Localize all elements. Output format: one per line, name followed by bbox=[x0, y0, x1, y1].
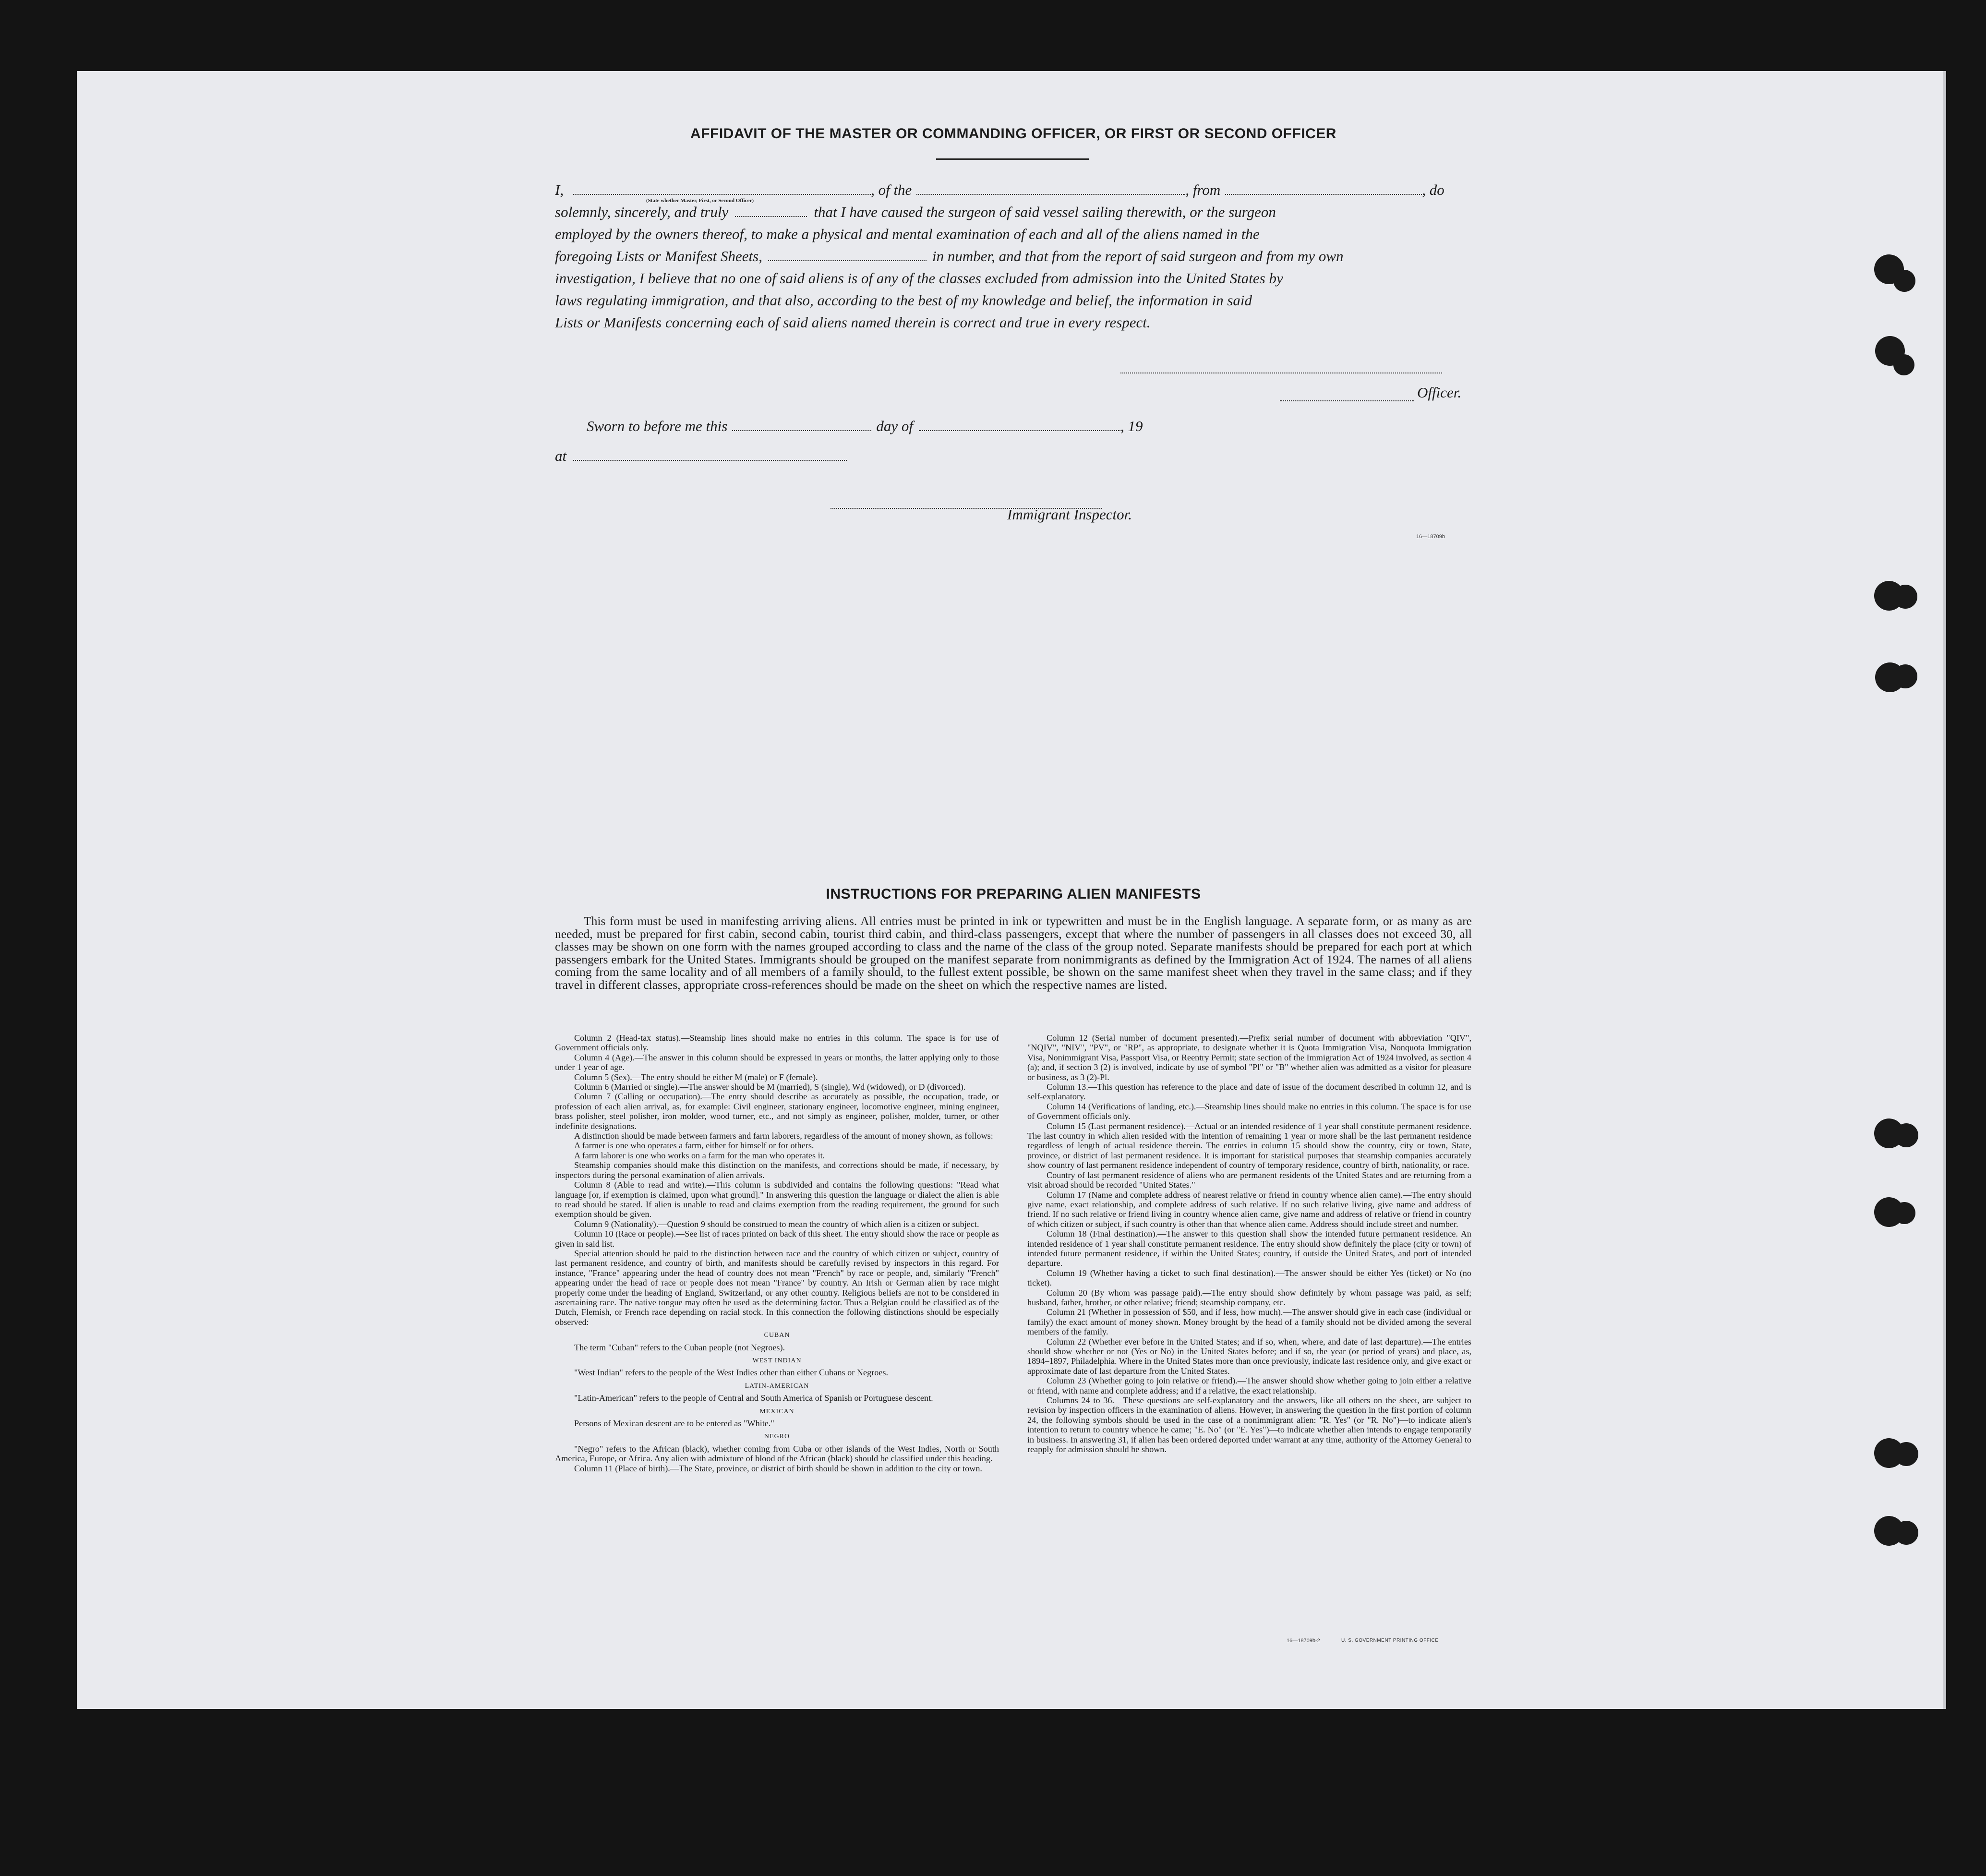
race-heading: NEGRO bbox=[764, 1433, 790, 1441]
instruction-paragraph: Column 23 (Whether going to join relative or friend).—The answer should show whether going to join either a relative or friend, with name and complete address; and if a relative, the exact relationship. bbox=[1027, 1376, 1471, 1395]
affidavit-line-7: Lists or Manifests concerning each of said aliens named therein is correct and true in every respect. bbox=[555, 314, 1151, 331]
instruction-paragraph: Column 20 (By whom was passage paid).—The entry should show definitely by whom passage was paid, as self; husband, father, brother, or other relative; friend; steamship company, etc. bbox=[1027, 1287, 1471, 1307]
text-from: , from bbox=[1185, 181, 1221, 198]
affidavit-line-6: laws regulating immigration, and that also, according to the best of my knowledge and belief, the information in said bbox=[555, 292, 1252, 309]
officer-signature-line[interactable] bbox=[1120, 364, 1442, 373]
instruction-paragraph: Country of last permanent residence of aliens who are permanent residents of the United States and are returning from a visit abroad should be recorded "United States." bbox=[1027, 1170, 1471, 1190]
officer-rank-blank[interactable] bbox=[573, 185, 871, 195]
race-definition: "Latin-American" refers to the people of Central and South America of Spanish or Portuguese descent. bbox=[574, 1393, 933, 1403]
sworn-place-blank[interactable] bbox=[573, 451, 847, 461]
race-definition: "West Indian" refers to the people of the West Indies other than either Cubans or Negroes. bbox=[574, 1368, 889, 1378]
intro-paragraph: This form must be used in manifesting arriving aliens. All entries must be printed in ink or typewritten and must be in the English language. A separate form, or as many as are needed, must be prepared for first cabin, second cabin, tourist third cabin, and third-class passengers, except that where the number of passengers in all classes does not exceed 30, all classes may be shown on one form with the names grouped according to class and the name of the class of the group noted. Separate manifests should be prepared for each port at which passengers embark for the United States. Immigrants should be grouped on the manifest separate from nonimmigrants as defined by the Immigration Act of 1924. The names of all aliens coming from the same locality and of all members of a family should, to the fullest extent possible, be shown on the same manifest sheet when they travel in the same class; and if they travel in different classes, appropriate cross-references should be made on the sheet on which the respective names are listed. bbox=[555, 914, 1472, 992]
instruction-paragraph: A distinction should be made between farmers and farm laborers, regardless of the amount of money shown, as follows: bbox=[574, 1131, 993, 1141]
text-foregoing: foregoing Lists or Manifest Sheets, bbox=[555, 248, 762, 265]
sworn-line bbox=[587, 418, 1504, 435]
instruction-paragraph: Column 4 (Age).—The answer in this column should be expressed in years or months, the latter applying only to those under 1 year of age. bbox=[555, 1052, 999, 1072]
punch-hole-icon bbox=[1893, 270, 1915, 292]
punch-hole-icon bbox=[1893, 1202, 1915, 1224]
punch-hole-icon bbox=[1894, 1123, 1918, 1147]
sworn-month-blank[interactable] bbox=[919, 421, 1120, 431]
instruction-paragraph: Special attention should be paid to the distinction between race and the country of which citizen or subject, country of last permanent residence, and country of birth, and manifests should be carefully revised by inspectors in this regard. For instance, "France" appearing under the head of country does not mean "French" by race or people, and, similarly "French" appearing under the head of race or people does not mean "France" by country. An Irish or German alien by race might properly come under the heading of England, Switzerland, or any other country. Religious beliefs are not to be considered in ascertaining race. The native tongue may often be used as the determining factor. Thus a Belgian could be classified as of the Dutch, Flemish, or French race depending on racial stock. In this connection the following distinctions should be especially observed: bbox=[555, 1248, 999, 1327]
port-from-blank[interactable] bbox=[1225, 185, 1422, 195]
instructions-form-number: 16—18709b-2 bbox=[1287, 1638, 1320, 1644]
race-definition: The term "Cuban" refers to the Cuban people (not Negroes). bbox=[574, 1342, 785, 1352]
officer-title-line[interactable] bbox=[1280, 392, 1414, 401]
instruction-paragraph: Column 14 (Verifications of landing, etc.).—Steamship lines should make no entries in this column. The space is for use of Government officials only. bbox=[1027, 1101, 1471, 1121]
alien-count-blank[interactable] bbox=[768, 252, 927, 261]
title-underline bbox=[936, 158, 1089, 160]
instruction-paragraph: Columns 24 to 36.—These questions are self-explanatory and the answers, like all others on the sheet, are subject to revision by inspection officers in the examination of aliens. However, in answering the question in the first portion of column 24, the following symbols should be used in the case of a nonimmigrant alien: "R. Yes" (or "R. No")—to indicate alien's intention to return to country whence he came; "E. No" (or "E. Yes")—to indicate whether alien intends to engage temporarily in business. In answering 31, if alien has been ordered deported under warrant at any time, authority of the Attorney General to reapply for admission should be shown. bbox=[1027, 1395, 1471, 1455]
instruction-paragraph: Column 21 (Whether in possession of $50, and if less, how much).—The answer should give in each case (individual or family) the exact amount of money shown. Money brought by the head of a family should not be divided among the several members of the family. bbox=[1027, 1307, 1471, 1337]
at-line bbox=[555, 447, 1472, 465]
instruction-paragraph: Column 8 (Able to read and write).—This column is subdivided and contains the following questions: "Read what language [or, if exemption is claimed, upon what ground]." In answering this question the language or dialect the alien is able to read should be stated. If alien is unable to read and claims exemption from the reading requirement, the ground for such exemption should be given. bbox=[555, 1180, 999, 1219]
printer-imprint: U. S. GOVERNMENT PRINTING OFFICE bbox=[1341, 1638, 1439, 1643]
race-heading: LATIN-AMERICAN bbox=[745, 1382, 809, 1390]
affidavit-line-5: investigation, I believe that no one of said aliens is of any of the classes excluded from admission into the United States by bbox=[555, 270, 1283, 287]
punch-hole-icon bbox=[1893, 354, 1914, 375]
race-heading: MEXICAN bbox=[759, 1407, 794, 1415]
text-year: , 19 bbox=[1120, 418, 1143, 434]
text-in-number: in number, and that from the report of said surgeon and from my own bbox=[932, 248, 1344, 265]
text-do: , do bbox=[1422, 181, 1444, 198]
instructions-right-column bbox=[1027, 1033, 1471, 1454]
sworn-manner-blank[interactable] bbox=[735, 207, 807, 217]
punch-hole-icon bbox=[1894, 1442, 1918, 1466]
instruction-paragraph: Column 6 (Married or single).—The answer should be M (married), S (single), Wd (widowed), or D (divorced). bbox=[574, 1082, 966, 1092]
instruction-paragraph: Column 9 (Nationality).—Question 9 should be construed to mean the country of which alien is a citizen or subject. bbox=[574, 1219, 979, 1229]
instructions-left-column bbox=[555, 1033, 999, 1473]
instruction-paragraph: Column 17 (Name and complete address of nearest relative or friend in country whence alien came).—The entry should give name, exact relationship, and complete address of such relative. If no such relative living, give name and address of friend. If no such relative or friend living in country whence alien came, give name and address of relative or friend in country of which citizen or subject, if such country is other than that whence alien came. Address should include street and number. bbox=[1027, 1190, 1471, 1229]
punch-hole-icon bbox=[1893, 585, 1917, 609]
instruction-paragraph: Column 13.—This question has reference to the place and date of issue of the document described in column 12, and is self-explanatory. bbox=[1027, 1082, 1471, 1102]
instruction-paragraph: Column 12 (Serial number of document presented).—Prefix serial number of document with abbreviation "QIV", "NQIV", "NIV", "PV", or "RP", as appropriate, to designate whether it is Quota Immigration Visa, Nonquota Immigration Visa, Nonimmigrant Visa, Passport Visa, or Reentry Permit; state section of the Immigration Act of 1924 involved, as section 4 (a); and, if section 3 (2) is involved, indicate by use of symbol "Pl" or "B" whether alien was admitted as a visitor for pleasure or business, as 3 (2)-Pl. bbox=[1027, 1033, 1471, 1082]
text-of-the: , of the bbox=[871, 181, 912, 198]
text-solemnly: solemnly, sincerely, and truly bbox=[555, 204, 729, 220]
race-definition: "Negro" refers to the African (black), whether coming from Cuba or other islands of the West Indies, North or South America, Europe, or Africa. Any alien with admixture of blood of the African (black) should be classified under this heading. bbox=[555, 1443, 999, 1464]
officer-label: Officer. bbox=[1417, 384, 1462, 401]
instruction-paragraph: Column 10 (Race or people).—See list of races printed on back of this sheet. The entry should show the race or people as given in said list. bbox=[555, 1229, 999, 1249]
race-definition: Persons of Mexican descent are to be entered as "White." bbox=[574, 1419, 774, 1429]
officer-rank-note: (State whether Master, First, or Second Officer) bbox=[646, 198, 754, 204]
punch-hole-icon bbox=[1893, 664, 1917, 688]
punch-hole-icon bbox=[1894, 1521, 1918, 1545]
affidavit-line-1 bbox=[555, 181, 1472, 199]
instruction-paragraph: Column 11 (Place of birth).—The State, province, or district of birth should be shown in addition to the city or town. bbox=[574, 1463, 982, 1473]
inspector-label: Immigrant Inspector. bbox=[1007, 506, 1132, 523]
instruction-paragraph: Column 19 (Whether having a ticket to such final destination).—The answer should be either Yes (ticket) or No (no ticket). bbox=[1027, 1268, 1471, 1288]
instructions-title: INSTRUCTIONS FOR PREPARING ALIEN MANIFESTS bbox=[826, 886, 1201, 902]
text-i: I, bbox=[555, 181, 564, 198]
affidavit-line-2 bbox=[555, 204, 1472, 221]
instruction-paragraph: A farmer is one who operates a farm, either for himself or for others. bbox=[574, 1141, 814, 1151]
race-heading: CUBAN bbox=[764, 1332, 790, 1339]
text-day-of: day of bbox=[876, 418, 913, 434]
instruction-paragraph: Column 22 (Whether ever before in the United States; and if so, when, where, and date of last departure).—The entries should show whether or not (Yes or No) in the United States before; and if so, the year (or period of years) and place, as, 1894–1897, Philadelphia. Where in the United States more than once previously, indicate last residence only, and give exact or approximate date of last departure from the United States. bbox=[1027, 1336, 1471, 1376]
instructions-intro bbox=[555, 915, 1472, 992]
affidavit-title: AFFIDAVIT OF THE MASTER OR COMMANDING OFFICER, OR FIRST OR SECOND OFFICER bbox=[690, 126, 1336, 142]
instruction-paragraph: Column 2 (Head-tax status).—Steamship lines should make no entries in this column. The space is for use of Government officials only. bbox=[555, 1033, 999, 1053]
binding-edge bbox=[1943, 71, 1946, 1709]
affidavit-line-4 bbox=[555, 248, 1472, 265]
instruction-paragraph: Column 18 (Final destination).—The answer to this question shall show the intended future permanent residence. An intended residence of 1 year shall constitute permanent residence. The entry should show definitely the place (city or town) of intended future permanent residence, if within the United States; country, if outside the United States, and port of intended departure. bbox=[1027, 1229, 1471, 1268]
text-sworn: Sworn to before me this bbox=[587, 418, 728, 434]
vessel-name-blank[interactable] bbox=[916, 185, 1185, 195]
affidavit-line-3: employed by the owners thereof, to make a physical and mental examination of each and all of the aliens named in the bbox=[555, 226, 1260, 242]
instruction-paragraph: Column 7 (Calling or occupation).—The entry should describe as accurately as possible, the occupation, trade, or profession of each alien arrival, as, for example: Civil engineer, stationary engineer, locomotive engineer, mining engineer, brass polisher, steel polisher, iron molder, wood turner, etc., and not simply as engineer, polisher, molder, turner, or other indefinite designations. bbox=[555, 1092, 999, 1131]
sworn-day-blank[interactable] bbox=[732, 421, 871, 431]
instruction-paragraph: Steamship companies should make this distinction on the manifests, and corrections should be made, if necessary, by inspectors during the personal examination of alien arrivals. bbox=[555, 1160, 999, 1180]
text-at: at bbox=[555, 447, 567, 464]
instruction-paragraph: A farm laborer is one who works on a farm for the man who operates it. bbox=[574, 1150, 825, 1160]
race-heading: WEST INDIAN bbox=[752, 1357, 802, 1364]
affidavit-form-number: 16—18709b bbox=[1416, 534, 1445, 540]
text-surgeon: that I have caused the surgeon of said vessel sailing therewith, or the surgeon bbox=[814, 204, 1276, 220]
instruction-paragraph: Column 5 (Sex).—The entry should be either M (male) or F (female). bbox=[574, 1072, 818, 1082]
instruction-paragraph: Column 15 (Last permanent residence).—Actual or an intended residence of 1 year shall constitute permanent residence. The last country in which alien resided with the intention of remaining 1 year or more shall be the last permanent residence regardless of length of actual residence therein. The entries in column 15 should show the country, city or town, State, province, or district of last permanent residence. It is important for statistical purposes that steamship companies accurately show country of last permanent residence independent of country of temporary residence, country of birth, nationality, or race. bbox=[1027, 1121, 1471, 1170]
